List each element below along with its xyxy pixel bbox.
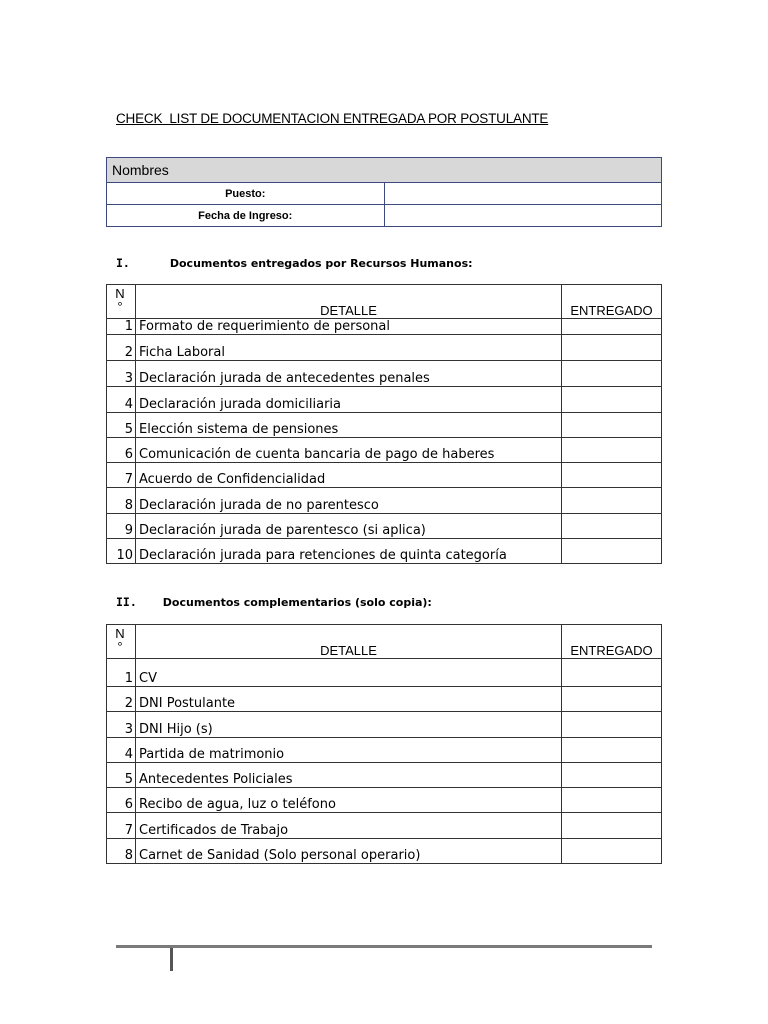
- row-number: 3: [107, 712, 136, 738]
- applicant-info-table: [106, 157, 662, 227]
- table-row: [107, 712, 662, 738]
- row-detail: Declaración jurada domiciliaria: [136, 387, 562, 413]
- fecha-ingreso-label-text: Fecha de Ingreso:: [198, 209, 293, 222]
- row-number: 1: [107, 319, 136, 335]
- entregado-checkbox-cell[interactable]: [562, 813, 662, 839]
- row-number: 4: [107, 738, 136, 763]
- row-detail: Carnet de Sanidad (Solo personal operario): [136, 839, 562, 864]
- row-number: 8: [107, 839, 136, 864]
- table-row: [107, 839, 662, 864]
- entregado-checkbox-cell[interactable]: [562, 788, 662, 813]
- entregado-checkbox-cell[interactable]: [562, 763, 662, 788]
- entregado-checkbox-cell[interactable]: [562, 839, 662, 864]
- row-detail: Formato de requerimiento de personal: [136, 319, 562, 335]
- table-row: [107, 659, 662, 687]
- table-row: [107, 413, 662, 438]
- row-detail: Declaración jurada de antecedentes penales: [136, 361, 562, 387]
- row-detail: Certificados de Trabajo: [136, 813, 562, 839]
- entregado-checkbox-cell[interactable]: [562, 463, 662, 488]
- row-detail: Partida de matrimonio: [136, 738, 562, 763]
- col-entregado-header: ENTREGADO: [562, 625, 662, 659]
- nombres-label: Nombres: [107, 158, 662, 183]
- section-1-numeral: I.: [116, 256, 130, 270]
- row-number: 9: [107, 514, 136, 539]
- row-number: 6: [107, 438, 136, 463]
- row-number: 5: [107, 763, 136, 788]
- row-detail: Acuerdo de Confidencialidad: [136, 463, 562, 488]
- puesto-label: [107, 183, 385, 205]
- row-number: 3: [107, 361, 136, 387]
- entregado-checkbox-cell[interactable]: [562, 387, 662, 413]
- table-row: [107, 488, 662, 514]
- table-row: [107, 463, 662, 488]
- row-detail: CV: [136, 659, 562, 687]
- entregado-checkbox-cell[interactable]: [562, 738, 662, 763]
- entregado-checkbox-cell[interactable]: [562, 687, 662, 712]
- row-number: 6: [107, 788, 136, 813]
- table-row: [107, 788, 662, 813]
- row-number: 1: [107, 659, 136, 687]
- entregado-checkbox-cell[interactable]: [562, 413, 662, 438]
- row-number: 7: [107, 813, 136, 839]
- row-number: 2: [107, 687, 136, 712]
- entregado-checkbox-cell[interactable]: [562, 514, 662, 539]
- row-detail: Declaración jurada para retenciones de quinta categoría: [136, 539, 562, 564]
- puesto-label-text: Puesto:: [225, 187, 266, 200]
- fecha-ingreso-label: [107, 205, 385, 227]
- table-row: [107, 319, 662, 335]
- fecha-ingreso-field[interactable]: [384, 205, 662, 227]
- row-number: 10: [107, 539, 136, 564]
- row-detail: DNI Hijo (s): [136, 712, 562, 738]
- row-number: 5: [107, 413, 136, 438]
- row-detail: Declaración jurada de no parentesco: [136, 488, 562, 514]
- entregado-checkbox-cell[interactable]: [562, 539, 662, 564]
- complementary-documents-table: [106, 624, 662, 864]
- row-detail: Elección sistema de pensiones: [136, 413, 562, 438]
- entregado-checkbox-cell[interactable]: [562, 319, 662, 335]
- section-2-title: Documentos complementarios (solo copia):: [162, 596, 432, 609]
- entregado-checkbox-cell[interactable]: [562, 361, 662, 387]
- table-row: [107, 387, 662, 413]
- row-detail: Antecedentes Policiales: [136, 763, 562, 788]
- row-number: 4: [107, 387, 136, 413]
- entregado-checkbox-cell[interactable]: [562, 712, 662, 738]
- table-row: [107, 514, 662, 539]
- row-detail: Comunicación de cuenta bancaria de pago de haberes: [136, 438, 562, 463]
- table-row: [107, 763, 662, 788]
- section-2-numeral: II.: [116, 595, 137, 609]
- entregado-checkbox-cell[interactable]: [562, 335, 662, 361]
- entregado-checkbox-cell[interactable]: [562, 659, 662, 687]
- col-no-header: N °: [107, 285, 136, 319]
- row-number: 8: [107, 488, 136, 514]
- table-row: [107, 539, 662, 564]
- table-row: [107, 438, 662, 463]
- row-detail: Ficha Laboral: [136, 335, 562, 361]
- table-row: [107, 687, 662, 712]
- row-detail: Recibo de agua, luz o teléfono: [136, 788, 562, 813]
- document-title: CHECK LIST DE DOCUMENTACION ENTREGADA POR POSTULANTE: [116, 111, 549, 126]
- row-detail: DNI Postulante: [136, 687, 562, 712]
- section-1-heading: [116, 256, 473, 270]
- footer-tick: [170, 948, 173, 971]
- table-row: [107, 738, 662, 763]
- footer-rule: [116, 945, 652, 948]
- col-detalle-header: DETALLE: [136, 285, 562, 319]
- hr-documents-table: [106, 284, 662, 564]
- table-row: [107, 813, 662, 839]
- col-detalle-header: DETALLE: [136, 625, 562, 659]
- section-1-title: Documentos entregados por Recursos Humanos:: [169, 257, 473, 270]
- row-number: 2: [107, 335, 136, 361]
- entregado-checkbox-cell[interactable]: [562, 438, 662, 463]
- entregado-checkbox-cell[interactable]: [562, 488, 662, 514]
- table-row: [107, 361, 662, 387]
- table-row: [107, 335, 662, 361]
- section-2-heading: [116, 595, 432, 609]
- col-entregado-header: ENTREGADO: [562, 285, 662, 319]
- col-no-header: N °: [107, 625, 136, 659]
- puesto-field[interactable]: [384, 183, 662, 205]
- row-number: 7: [107, 463, 136, 488]
- row-detail: Declaración jurada de parentesco (si aplica): [136, 514, 562, 539]
